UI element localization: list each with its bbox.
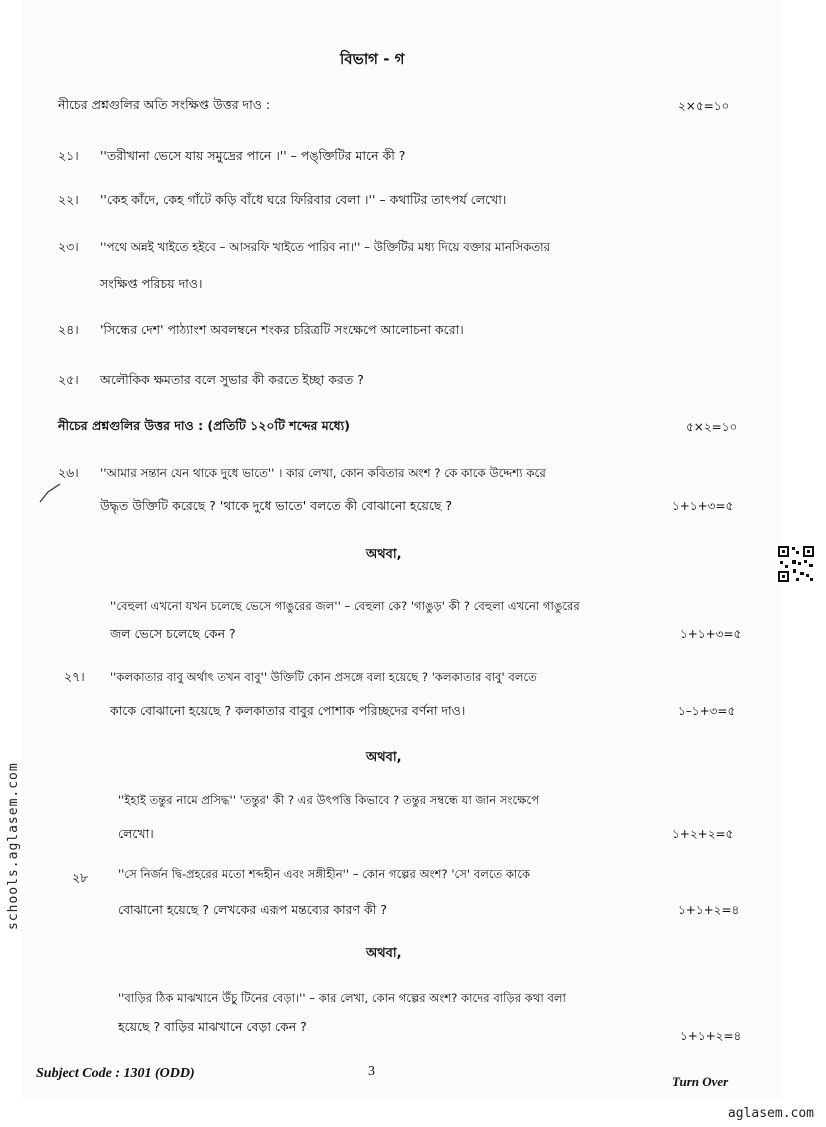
- pen-tick-mark-icon: [38, 480, 68, 510]
- q27-text-line2: কাকে বোঝানো হয়েছে ? কলকাতার বাবুর পোশাক পরিচ্ছদের বর্ণনা দাও।: [110, 703, 466, 718]
- q27-alt-line1: ''ইহাই তন্তুর নামে প্রসিদ্ধ'' 'তন্তুর' কী ? এর উৎপত্তি কিভাবে ? তন্তুর সম্বন্ধে যা জান সংক্ষেপে: [118, 793, 540, 807]
- q27-text-line1: ''কলকাতার বাবু অর্থাৎ তখন বাবু'' উক্তিটি কোন প্রসঙ্গে বলা হয়েছে ? 'কলকাতার বাবু' বলতে: [110, 670, 537, 684]
- group2-instruction: নীচের প্রশ্নগুলির উত্তর দাও : (প্রতিটি ১২০টি শব্দের মধ্যে): [58, 418, 351, 433]
- group1-marks: ২×৫=১০: [678, 99, 730, 113]
- group1-instruction: নীচের প্রশ্নগুলির অতি সংক্ষিপ্ত উত্তর দাও :: [58, 97, 271, 112]
- exam-page: [22, 0, 782, 1100]
- q25-text: অলৌকিক ক্ষমতার বলে সুভার কী করতে ইচ্ছা করত ?: [100, 372, 364, 387]
- q26-text-line2: উদ্ধৃত উক্তিটি করেছে ? 'থাকে দুধে ভাতে' বলতে কী বোঝানো হয়েছে ?: [100, 498, 453, 513]
- q26-number: ২৬।: [58, 465, 79, 480]
- page-number: 3: [368, 1064, 375, 1079]
- subject-code: Subject Code : 1301 (ODD): [36, 1066, 195, 1081]
- q23-text-line2: সংক্ষিপ্ত পরিচয় দাও।: [100, 276, 203, 291]
- q26-alt-marks: ১+১+৩=৫: [680, 627, 742, 641]
- turn-over-note: Turn Over: [672, 1074, 729, 1089]
- q26-alt-line1: ''বেহুলা এখনো যখন চলেছে ভেসে গাঙুরের জল'' – বেহুলা কে? 'গাঙুড়' কী ? বেহুলা এখনো গাঙুরের: [110, 599, 580, 613]
- q26-text-line1: ''আমার সন্তান যেন থাকে দুধে ভাতে'' । কার লেখা, কোন কবিতার অংশ ? কে কাকে উদ্দেশ্য করে: [100, 466, 546, 480]
- q28-or-label: অথবা,: [366, 946, 402, 961]
- q27-number: ২৭।: [64, 669, 85, 684]
- q26-alt-line2: জল ভেসে চলেছে কেন ?: [110, 626, 236, 641]
- q25-number: ২৫।: [58, 372, 79, 387]
- corner-watermark: aglasem.com: [727, 1106, 814, 1121]
- q28-text-line2: বোঝানো হয়েছে ? লেখকের এরূপ মন্তব্যের কারণ কী ?: [118, 902, 387, 917]
- q28-text-line1: ''সে নির্জন দ্বি-প্রহরের মতো শব্দহীন এবং সঙ্গীহীন'' – কোন গল্পের অংশ? 'সে' বলতে কাকে: [118, 867, 531, 881]
- section-title: বিভাগ - গ: [340, 50, 405, 68]
- q24-number: ২৪।: [58, 322, 79, 337]
- q21-number: ২১।: [58, 148, 79, 163]
- q27-marks: ১–১+৩=৫: [678, 704, 736, 718]
- q28-number: ২৮: [72, 870, 89, 885]
- q28-alt-marks: ১+১+২=৪: [680, 1029, 742, 1043]
- q23-text-line1: ''পথে অন্নই খাইতে হইবে – আসরফি খাইতে পারিব না।'' – উক্তিটির মধ্য দিয়ে বক্তার মানসিকতার: [100, 240, 551, 254]
- q22-text: ''কেহ কাঁদে, কেহ গাঁটে কড়ি বাঁধে ঘরে ফিরিবার বেলা ।'' – কথাটির তাৎপর্য লেখো।: [100, 192, 507, 207]
- q27-alt-marks: ১+২+২=৫: [672, 827, 734, 841]
- q27-or-label: অথবা,: [366, 750, 402, 765]
- q28-alt-line1: ''বাড়ির ঠিক মাঝখানে উঁচু টিনের বেড়া।'' – কার লেখা, কোন গল্পের অংশ? কাদের বাড়ির কথা বলা: [118, 991, 566, 1005]
- q28-alt-line2: হয়েছে ? বাড়ির মাঝখানে বেড়া কেন ?: [118, 1019, 307, 1034]
- q22-number: ২২।: [58, 192, 79, 207]
- group2-marks: ৫×২=১০: [686, 420, 738, 434]
- q21-text: ''তরীখানা ভেসে যায় সমুদ্রের পানে ।'' – পঙ্‌ক্তিটির মানে কী ?: [100, 148, 406, 163]
- q28-marks: ১+১+২=৪: [678, 903, 740, 917]
- side-watermark: schools.aglasem.com: [6, 762, 21, 930]
- q24-text: 'সিন্ধের দেশ' পাঠ্যাংশ অবলম্বনে শংকর চরিত্রটি সংক্ষেপে আলোচনা করো।: [100, 322, 464, 337]
- q26-or-label: অথবা,: [366, 547, 402, 562]
- q26-marks: ১+১+৩=৫: [672, 499, 734, 513]
- q27-alt-line2: লেখো।: [118, 826, 154, 841]
- qr-code-icon: [776, 544, 816, 584]
- q23-number: ২৩।: [58, 239, 79, 254]
